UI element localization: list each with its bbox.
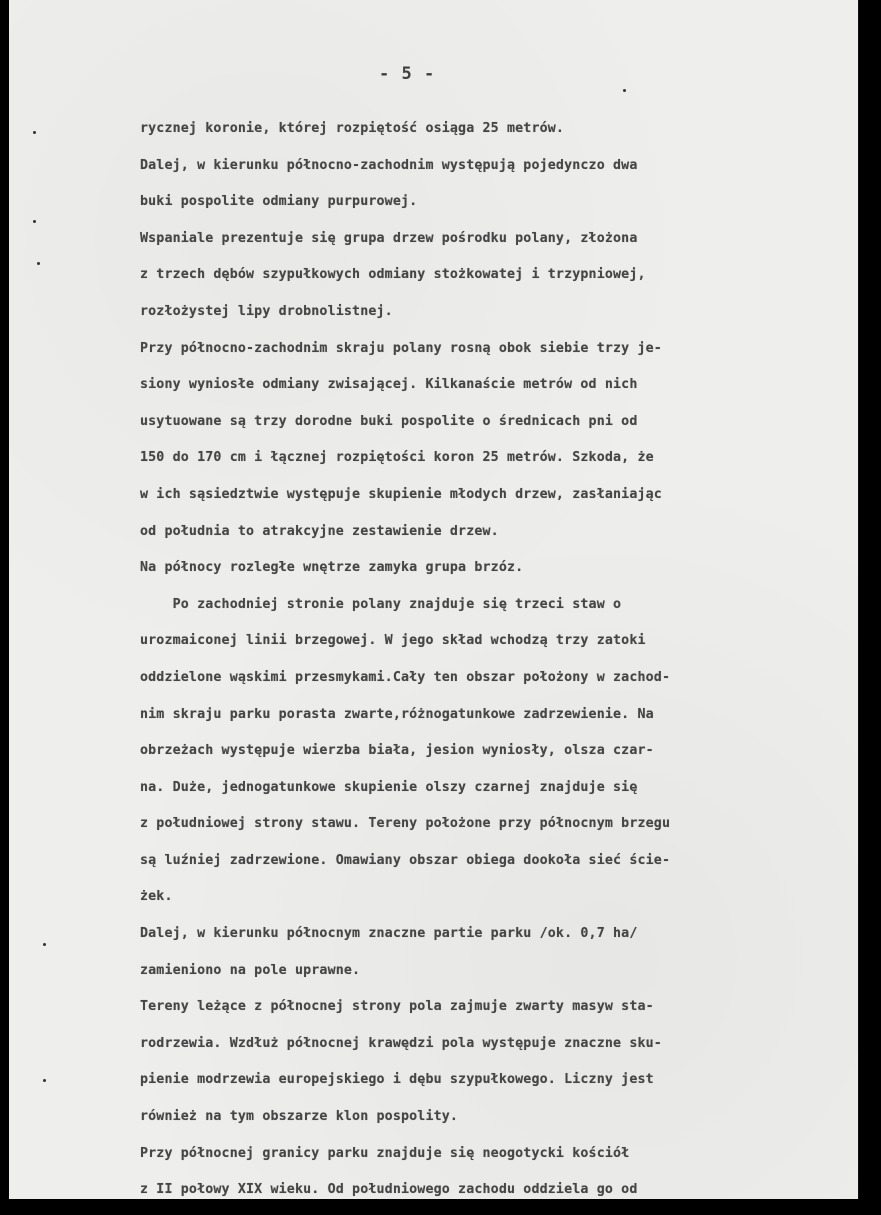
text-line: oddzielone wąskimi przesmykami.Cały ten obszar położony w zachod- bbox=[140, 669, 671, 685]
text-line: Wspaniale prezentuje się grupa drzew pośrodku polany, złożona bbox=[140, 230, 638, 246]
text-line: Przy północno-zachodnim skraju polany rosną obok siebie trzy je- bbox=[140, 340, 662, 356]
scan-speck bbox=[43, 943, 46, 946]
scan-speck bbox=[37, 262, 40, 265]
text-line: z południowej strony stawu. Tereny położone przy północnym brzegu bbox=[140, 816, 671, 832]
text-line: rycznej koronie, której rozpiętość osiąga 25 metrów. bbox=[140, 121, 565, 136]
scan-speck bbox=[33, 131, 36, 134]
text-line: urozmaiconej linii brzegowej. W jego skład wchodzą trzy zatoki bbox=[140, 633, 646, 649]
scan-speck bbox=[43, 1079, 46, 1082]
text-line: są luźniej zadrzewione. Omawiany obszar obiega dookoła sieć ście- bbox=[140, 852, 671, 868]
text-line: Przy północnej granicy parku znajduje się neogotycki kościół bbox=[140, 1145, 630, 1161]
scan-speck bbox=[623, 89, 626, 92]
text-line: obrzeżach występuje wierzba biała, jesion wyniosły, olsza czar- bbox=[140, 743, 654, 759]
text-line: Na północy rozległe wnętrze zamyka grupa brzóz. bbox=[140, 560, 524, 576]
text-line: Po zachodniej stronie polany znajduje się trzeci staw o bbox=[140, 596, 622, 612]
page-number: - 5 - bbox=[379, 64, 436, 84]
text-line: 150 do 170 cm i łącznej rozpiętości koron 25 metrów. Szkoda, że bbox=[140, 450, 654, 466]
text-line: na. Duże, jednogatunkowe skupienie olszy czarnej znajduje się bbox=[140, 779, 638, 795]
text-line: siony wyniosłe odmiany zwisającej. Kilkanaście metrów od nich bbox=[140, 377, 638, 393]
text-line: zamieniono na pole uprawne. bbox=[140, 962, 361, 978]
document-page bbox=[9, 0, 859, 1199]
page-edge bbox=[858, 0, 859, 1199]
text-line: buki pospolite odmiany purpurowej. bbox=[140, 194, 418, 210]
text-line: z trzech dębów szypułkowych odmiany stożkowatej i trzypniowej, bbox=[140, 267, 646, 283]
typewritten-text bbox=[140, 117, 850, 1215]
text-line: również na tym obszarze klon pospolity. bbox=[140, 1109, 459, 1125]
text-line: w ich sąsiedztwie występuje skupienie młodych drzew, zasłaniając bbox=[140, 486, 662, 502]
text-line: rozłożystej lipy drobnolistnej. bbox=[140, 303, 393, 319]
text-line: nim skraju parku porasta zwarte,różnogatunkowe zadrzewienie. Na bbox=[140, 706, 654, 722]
text-line: rodrzewia. Wzdłuż północnej krawędzi pola występuje znaczne sku- bbox=[140, 1035, 662, 1051]
text-line: pienie modrzewia europejskiego i dębu szypułkowego. Liczny jest bbox=[140, 1072, 654, 1088]
text-line: z II połowy XIX wieku. Od południowego zachodu oddziela go od bbox=[140, 1182, 638, 1198]
text-line: żek. bbox=[140, 889, 173, 905]
text-line: Dalej, w kierunku północnym znaczne partie parku /ok. 0,7 ha/ bbox=[140, 926, 638, 942]
text-line: Dalej, w kierunku północno-zachodnim występują pojedynczo dwa bbox=[140, 157, 638, 173]
text-line: usytuowane są trzy dorodne buki pospolite o średnicach pni od bbox=[140, 413, 638, 429]
scan-speck bbox=[33, 220, 36, 223]
text-line: od południa to atrakcyjne zestawienie drzew. bbox=[140, 523, 499, 539]
text-line: Tereny leżące z północnej strony pola zajmuje zwarty masyw sta- bbox=[140, 999, 654, 1015]
